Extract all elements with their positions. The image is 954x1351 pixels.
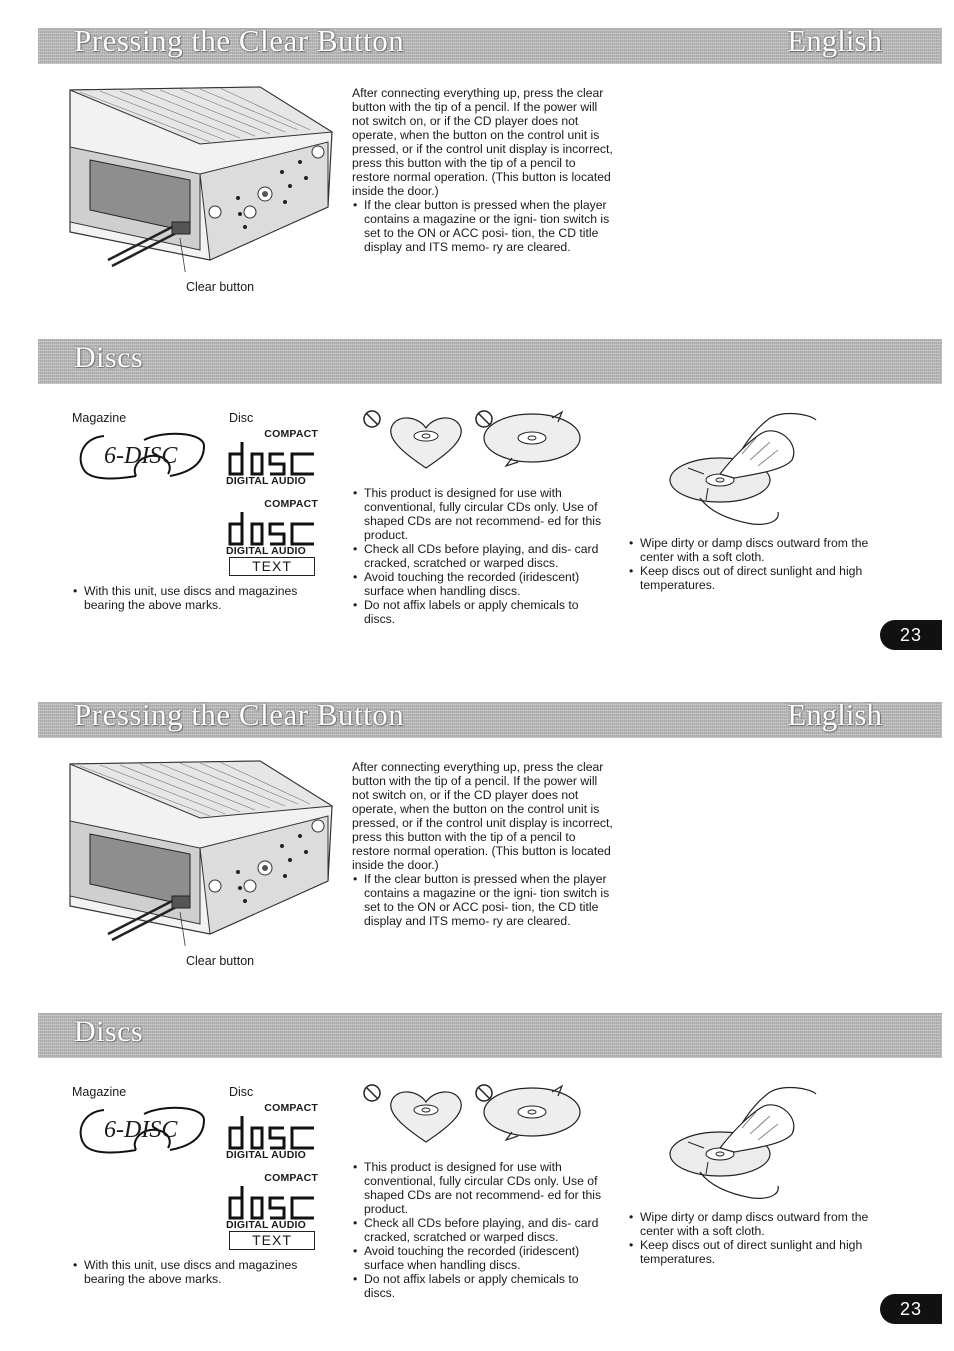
list-item: • Wipe dirty or damp discs outward from the center with a soft cloth. bbox=[628, 1210, 884, 1238]
logo-digital-audio-text: DIGITAL AUDIO bbox=[226, 545, 306, 557]
marks-note bbox=[72, 584, 324, 612]
logo-digital-audio-text: DIGITAL AUDIO bbox=[226, 1219, 306, 1231]
list-item: • Do not affix labels or apply chemicals to discs. bbox=[352, 1272, 608, 1300]
disc-wordmark-icon bbox=[226, 510, 318, 546]
disc-cleaning-notes bbox=[628, 536, 884, 592]
list-item: • Keep discs out of direct sunlight and high temperatures. bbox=[628, 1238, 884, 1266]
disc-cleaning-notes bbox=[628, 1210, 884, 1266]
clear-section-title: Pressing the Clear Button bbox=[74, 23, 405, 58]
magazine-label: Magazine bbox=[72, 411, 127, 425]
clear-instructions bbox=[352, 760, 614, 928]
cd-player-illustration bbox=[60, 82, 340, 272]
discs-section-header bbox=[38, 1013, 942, 1058]
disc-wiping-illustration bbox=[660, 408, 830, 528]
list-item: • If the clear button is pressed when the player contains a magazine or the igni- tion switch is set to the ON or ACC posi- tion, the CD title display and ITS memo- ry are cleared. bbox=[352, 872, 614, 928]
page-number-badge: 23 bbox=[880, 620, 942, 650]
six-disc-magazine-logo bbox=[74, 428, 210, 488]
marks-note bbox=[72, 1258, 324, 1286]
six-disc-logo-text: 6-DISC bbox=[104, 443, 178, 469]
language-label: English bbox=[787, 23, 882, 58]
compact-disc-text-logo bbox=[226, 1173, 318, 1231]
list-item: • Wipe dirty or damp discs outward from the center with a soft cloth. bbox=[628, 536, 884, 564]
list-item: • Check all CDs before playing, and dis- card cracked, scratched or warped discs. bbox=[352, 1216, 608, 1244]
logo-compact-text: COMPACT bbox=[264, 498, 318, 510]
discs-section-header bbox=[38, 339, 942, 384]
cd-text-logo-box: TEXT bbox=[229, 1231, 315, 1250]
clear-section-title: Pressing the Clear Button bbox=[74, 697, 405, 732]
cd-player-illustration bbox=[60, 756, 340, 946]
disc-wiping-illustration bbox=[660, 1082, 830, 1202]
clear-bullet-list bbox=[352, 872, 614, 928]
discs-section-title: Discs bbox=[74, 1015, 144, 1048]
clear-button-caption: Clear button bbox=[186, 280, 255, 294]
list-item: • This product is designed for use with conventional, fully circular CDs only. Use of shaped CDs are not recommend- ed for this product. bbox=[352, 486, 608, 542]
clear-bullet-list bbox=[352, 198, 614, 254]
clear-section-header bbox=[38, 697, 942, 738]
compact-disc-logo bbox=[226, 1103, 318, 1161]
list-item: • With this unit, use discs and magazines bearing the above marks. bbox=[72, 584, 324, 612]
disc-care-notes bbox=[352, 486, 608, 626]
list-item: • Keep discs out of direct sunlight and high temperatures. bbox=[628, 564, 884, 592]
page-bottom bbox=[0, 674, 954, 1348]
disc-wordmark-icon bbox=[226, 1114, 318, 1150]
list-item: • Avoid touching the recorded (iridescent) surface when handling discs. bbox=[352, 570, 608, 598]
disc-wordmark-icon bbox=[226, 440, 318, 476]
logo-compact-text: COMPACT bbox=[264, 1102, 318, 1114]
magazine-label: Magazine bbox=[72, 1085, 127, 1099]
list-item: • Avoid touching the recorded (iridescent) surface when handling discs. bbox=[352, 1244, 608, 1272]
compact-disc-logo bbox=[226, 429, 318, 487]
clear-instructions bbox=[352, 86, 614, 254]
language-label: English bbox=[787, 697, 882, 732]
clear-paragraph: After connecting everything up, press the clear button with the tip of a pencil. If the power will not switch on, or if the CD player does not operate, when the button on the control unit is pressed, or if the control unit display is incorrect, press this button with the tip of a pencil to restore normal operation. (This button is located inside the door.) bbox=[352, 760, 613, 872]
shaped-disc-warning-illustration bbox=[362, 408, 588, 482]
page-number-badge: 23 bbox=[880, 1294, 942, 1324]
clear-section-header bbox=[38, 23, 942, 64]
logo-digital-audio-text: DIGITAL AUDIO bbox=[226, 475, 306, 487]
disc-label: Disc bbox=[229, 411, 254, 425]
disc-label: Disc bbox=[229, 1085, 254, 1099]
page-top bbox=[0, 0, 954, 674]
clear-button-caption: Clear button bbox=[186, 954, 255, 968]
six-disc-magazine-logo bbox=[74, 1102, 210, 1162]
shaped-disc-warning-illustration bbox=[362, 1082, 588, 1156]
list-item: • With this unit, use discs and magazines bearing the above marks. bbox=[72, 1258, 324, 1286]
six-disc-logo-text: 6-DISC bbox=[104, 1117, 178, 1143]
logo-compact-text: COMPACT bbox=[264, 1172, 318, 1184]
logo-compact-text: COMPACT bbox=[264, 428, 318, 440]
disc-wordmark-icon bbox=[226, 1184, 318, 1220]
disc-care-notes bbox=[352, 1160, 608, 1300]
clear-paragraph: After connecting everything up, press the clear button with the tip of a pencil. If the power will not switch on, or if the CD player does not operate, when the button on the control unit is pressed, or if the control unit display is incorrect, press this button with the tip of a pencil to restore normal operation. (This button is located inside the door.) bbox=[352, 86, 613, 198]
list-item: • Do not affix labels or apply chemicals to discs. bbox=[352, 598, 608, 626]
list-item: • Check all CDs before playing, and dis- card cracked, scratched or warped discs. bbox=[352, 542, 608, 570]
cd-text-logo-box: TEXT bbox=[229, 557, 315, 576]
list-item: • This product is designed for use with conventional, fully circular CDs only. Use of shaped CDs are not recommend- ed for this product. bbox=[352, 1160, 608, 1216]
logo-digital-audio-text: DIGITAL AUDIO bbox=[226, 1149, 306, 1161]
compact-disc-text-logo bbox=[226, 499, 318, 557]
list-item: • If the clear button is pressed when the player contains a magazine or the igni- tion switch is set to the ON or ACC posi- tion, the CD title display and ITS memo- ry are cleared. bbox=[352, 198, 614, 254]
discs-section-title: Discs bbox=[74, 341, 144, 374]
